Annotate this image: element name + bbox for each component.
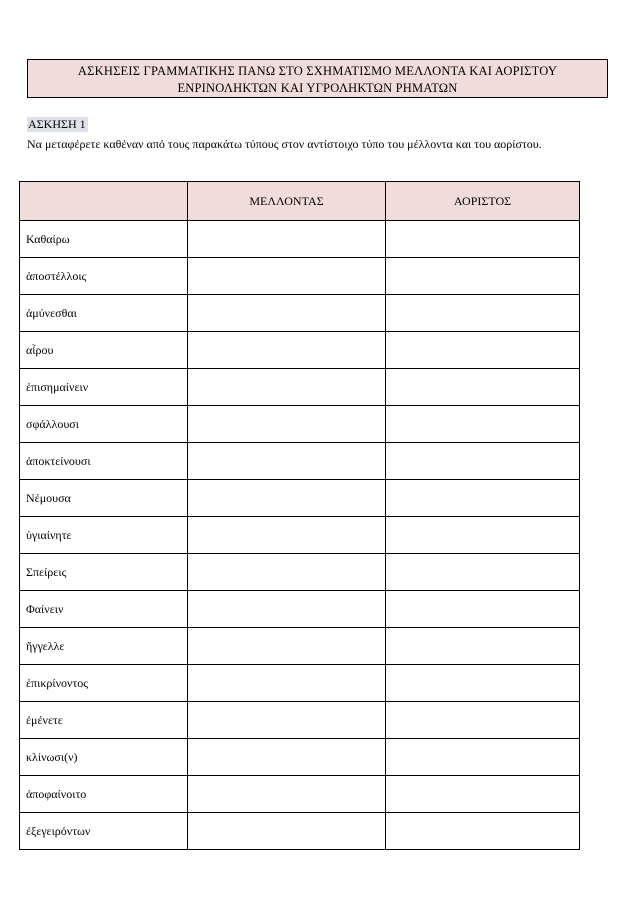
table-row <box>20 406 580 443</box>
verb-form-cell: Καθαίρω <box>20 221 188 258</box>
future-answer-cell[interactable] <box>188 554 386 591</box>
exercise-label: ΑΣΚΗΣΗ 1 <box>28 117 86 131</box>
future-answer-cell[interactable] <box>188 739 386 776</box>
table-row <box>20 554 580 591</box>
title-line-1: ΑΣΚΗΣΕΙΣ ΓΡΑΜΜΑΤΙΚΗΣ ΠΑΝΩ ΣΤΟ ΣΧΗΜΑΤΙΣΜΟ ΜΕΛΛΟΝΤΑ ΚΑΙ ΑΟΡΙΣΤΟΥ <box>77 64 558 78</box>
future-answer-cell[interactable] <box>188 517 386 554</box>
table-row <box>20 295 580 332</box>
aorist-answer-cell[interactable] <box>386 554 580 591</box>
future-answer-cell[interactable] <box>188 332 386 369</box>
verb-form-cell: ἐξεγειρόντων <box>20 813 188 850</box>
verb-form-cell: ἐμένετε <box>20 702 188 739</box>
table-row <box>20 591 580 628</box>
verb-form-cell: ἀποκτείνουσι <box>20 443 188 480</box>
future-answer-cell[interactable] <box>188 480 386 517</box>
table-row <box>20 665 580 702</box>
verb-form-cell: Σπείρεις <box>20 554 188 591</box>
aorist-answer-cell[interactable] <box>386 813 580 850</box>
verb-form-cell: κλίνωσι(ν) <box>20 739 188 776</box>
table-row <box>20 258 580 295</box>
verb-form-cell: Νέμουσα <box>20 480 188 517</box>
header-future: ΜΕΛΛΟΝΤΑΣ <box>188 182 386 221</box>
aorist-answer-cell[interactable] <box>386 702 580 739</box>
future-answer-cell[interactable] <box>188 221 386 258</box>
title-line-2: ΕΝΡΙΝΟΛΗΚΤΩΝ ΚΑΙ ΥΓΡΟΛΗΚΤΩΝ ΡΗΜΑΤΩΝ <box>177 81 458 95</box>
aorist-answer-cell[interactable] <box>386 628 580 665</box>
aorist-answer-cell[interactable] <box>386 332 580 369</box>
aorist-answer-cell[interactable] <box>386 221 580 258</box>
verb-form-cell: ἀποστέλλοις <box>20 258 188 295</box>
table-row <box>20 332 580 369</box>
verb-form-cell: σφάλλουσι <box>20 406 188 443</box>
future-answer-cell[interactable] <box>188 628 386 665</box>
future-answer-cell[interactable] <box>188 813 386 850</box>
verb-form-cell: Φαίνειν <box>20 591 188 628</box>
aorist-answer-cell[interactable] <box>386 406 580 443</box>
aorist-answer-cell[interactable] <box>386 369 580 406</box>
future-answer-cell[interactable] <box>188 776 386 813</box>
verb-form-cell: ὑγιαίνητε <box>20 517 188 554</box>
verb-form-cell: ἤγγελλε <box>20 628 188 665</box>
exercise-instructions: Να μεταφέρετε καθέναν από τους παρακάτω τύπους στον αντίστοιχο τύπο του μέλλοντα και του αορίστου. <box>27 137 542 151</box>
aorist-answer-cell[interactable] <box>386 480 580 517</box>
table-header-row <box>20 182 580 221</box>
future-answer-cell[interactable] <box>188 665 386 702</box>
aorist-answer-cell[interactable] <box>386 591 580 628</box>
document-title <box>27 59 608 98</box>
future-answer-cell[interactable] <box>188 258 386 295</box>
future-answer-cell[interactable] <box>188 443 386 480</box>
conjugation-table <box>19 181 580 850</box>
table-row <box>20 702 580 739</box>
future-answer-cell[interactable] <box>188 702 386 739</box>
verb-form-cell: ἀποφαίνοιτο <box>20 776 188 813</box>
aorist-answer-cell[interactable] <box>386 295 580 332</box>
header-verb-form <box>20 182 188 221</box>
verb-form-cell: αἶρου <box>20 332 188 369</box>
table-row <box>20 628 580 665</box>
aorist-answer-cell[interactable] <box>386 739 580 776</box>
verb-form-cell: ἐπισημαίνειν <box>20 369 188 406</box>
aorist-answer-cell[interactable] <box>386 517 580 554</box>
future-answer-cell[interactable] <box>188 369 386 406</box>
verb-form-cell: ἐπικρίνοντος <box>20 665 188 702</box>
verb-form-cell: ἀμύνεσθαι <box>20 295 188 332</box>
table-row <box>20 480 580 517</box>
aorist-answer-cell[interactable] <box>386 776 580 813</box>
table-row <box>20 739 580 776</box>
table-row <box>20 776 580 813</box>
future-answer-cell[interactable] <box>188 295 386 332</box>
future-answer-cell[interactable] <box>188 406 386 443</box>
aorist-answer-cell[interactable] <box>386 258 580 295</box>
table-row <box>20 369 580 406</box>
table-row <box>20 443 580 480</box>
table-row <box>20 517 580 554</box>
future-answer-cell[interactable] <box>188 591 386 628</box>
table-body <box>20 221 580 850</box>
table-row <box>20 221 580 258</box>
table-row <box>20 813 580 850</box>
aorist-answer-cell[interactable] <box>386 443 580 480</box>
aorist-answer-cell[interactable] <box>386 665 580 702</box>
header-aorist: ΑΟΡΙΣΤΟΣ <box>386 182 580 221</box>
